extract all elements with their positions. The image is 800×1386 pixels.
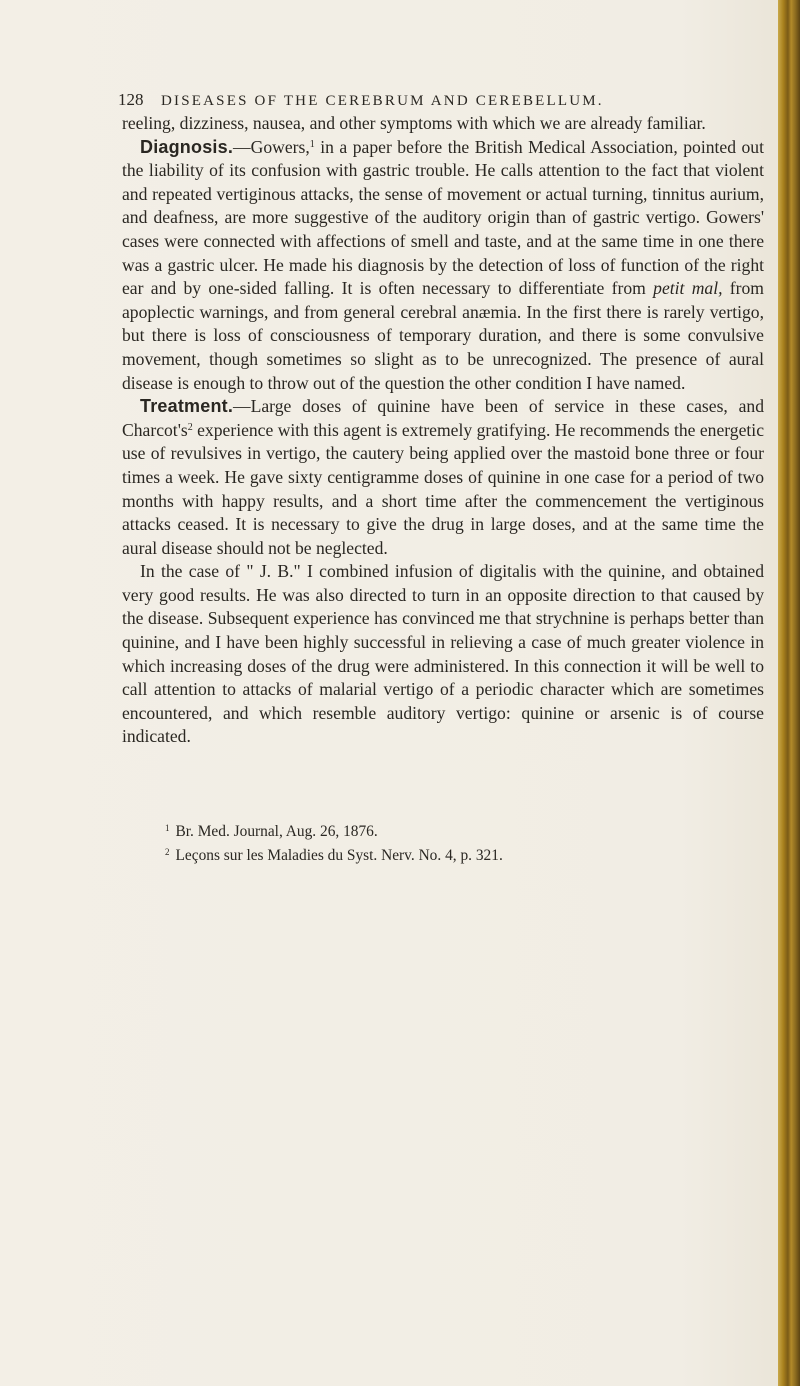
paragraph-case: In the case of " J. B." I combined infusion of digitalis with the quinine, and obtained very good results. He was also directed to turn in an opposite direction to that caused by the disease. Subsequent experience has convinced me that strychnine is perhaps better than quinine, and I have been highly successful in relieving a case of much greater violence in which increasing doses of the drug were administered. In this connection it will be well to call attention to attacks of malarial vertigo of a periodic character which are sometimes encountered, and which resemble auditory vertigo: quinine or arsenic is of course indicated. xyxy=(122,561,764,747)
treatment-text-b: experience with this agent is extremely gratifying. He recommends the energetic use of revulsives in vertigo, the cautery being applied over the mastoid bone three or four times a week. He gave sixty centigramme doses of quinine in one case for a period of two months with happy results, and a short time after the commencement the vertiginous attacks ceased. It is necessary to give the drug in large doses, and at the same time the aural disease should not be neglected. xyxy=(122,419,764,558)
diagnosis-text-c: from apoplectic warnings, and from general cerebral anæmia. In the first there is rarely vertigo, but there is loss of consciousness of temporary duration, and there is some convulsive movement, though sometimes so slight as to be unrecognized. The presence of aural disease is enough to throw out of the question the other condition I have named. xyxy=(122,278,764,393)
footnote-text: Br. Med. Journal, Aug. 26, 1876. xyxy=(175,823,378,840)
paragraph-intro: reeling, dizziness, nausea, and other symptoms with which we are already familiar. xyxy=(122,113,706,133)
footnote-mark: 2 xyxy=(165,847,170,857)
footnote-text: Leçons sur les Maladies du Syst. Nerv. No. 4, p. 321. xyxy=(175,847,503,864)
footnote-2 xyxy=(165,842,765,866)
running-head xyxy=(118,90,758,114)
treatment-heading: Treatment. xyxy=(140,396,234,417)
paragraph-diagnosis xyxy=(122,136,764,396)
paragraph-treatment xyxy=(122,395,764,560)
treatment-text-a: —Large doses of quinine have been of service in these cases, and Charcot's xyxy=(122,396,764,440)
body-text xyxy=(122,112,764,749)
footnote-ref-1: 1 xyxy=(309,138,315,150)
diagnosis-italic: petit mal, xyxy=(653,278,723,299)
running-title: DISEASES OF THE CEREBRUM AND CEREBELLUM. xyxy=(161,93,604,109)
diagnosis-text-a: —Gowers, xyxy=(233,136,310,157)
footnote-mark: 1 xyxy=(165,823,170,833)
page-number: 128 xyxy=(118,90,144,109)
footnotes xyxy=(165,818,765,866)
diagnosis-text-b: in a paper before the British Medical Association, pointed out the liability of its confusion with gastric trouble. He calls attention to the fact that violent and repeated vertiginous attacks, the sense of movement or actual turning, tinnitus aurium, and deafness, are more suggestive of the auditory origin than of gastric vertigo. Gowers' cases were connected with affections of smell and taste, and at the same time in one there was a gastric ulcer. He made his diagnosis by the detection of loss of function of the right ear and by one-sided falling. It is often necessary to differentiate from xyxy=(122,136,764,299)
footnote-1 xyxy=(165,818,765,842)
gilt-page-edge xyxy=(778,0,800,1386)
footnote-ref-2: 2 xyxy=(187,421,193,433)
diagnosis-heading: Diagnosis. xyxy=(140,136,234,157)
